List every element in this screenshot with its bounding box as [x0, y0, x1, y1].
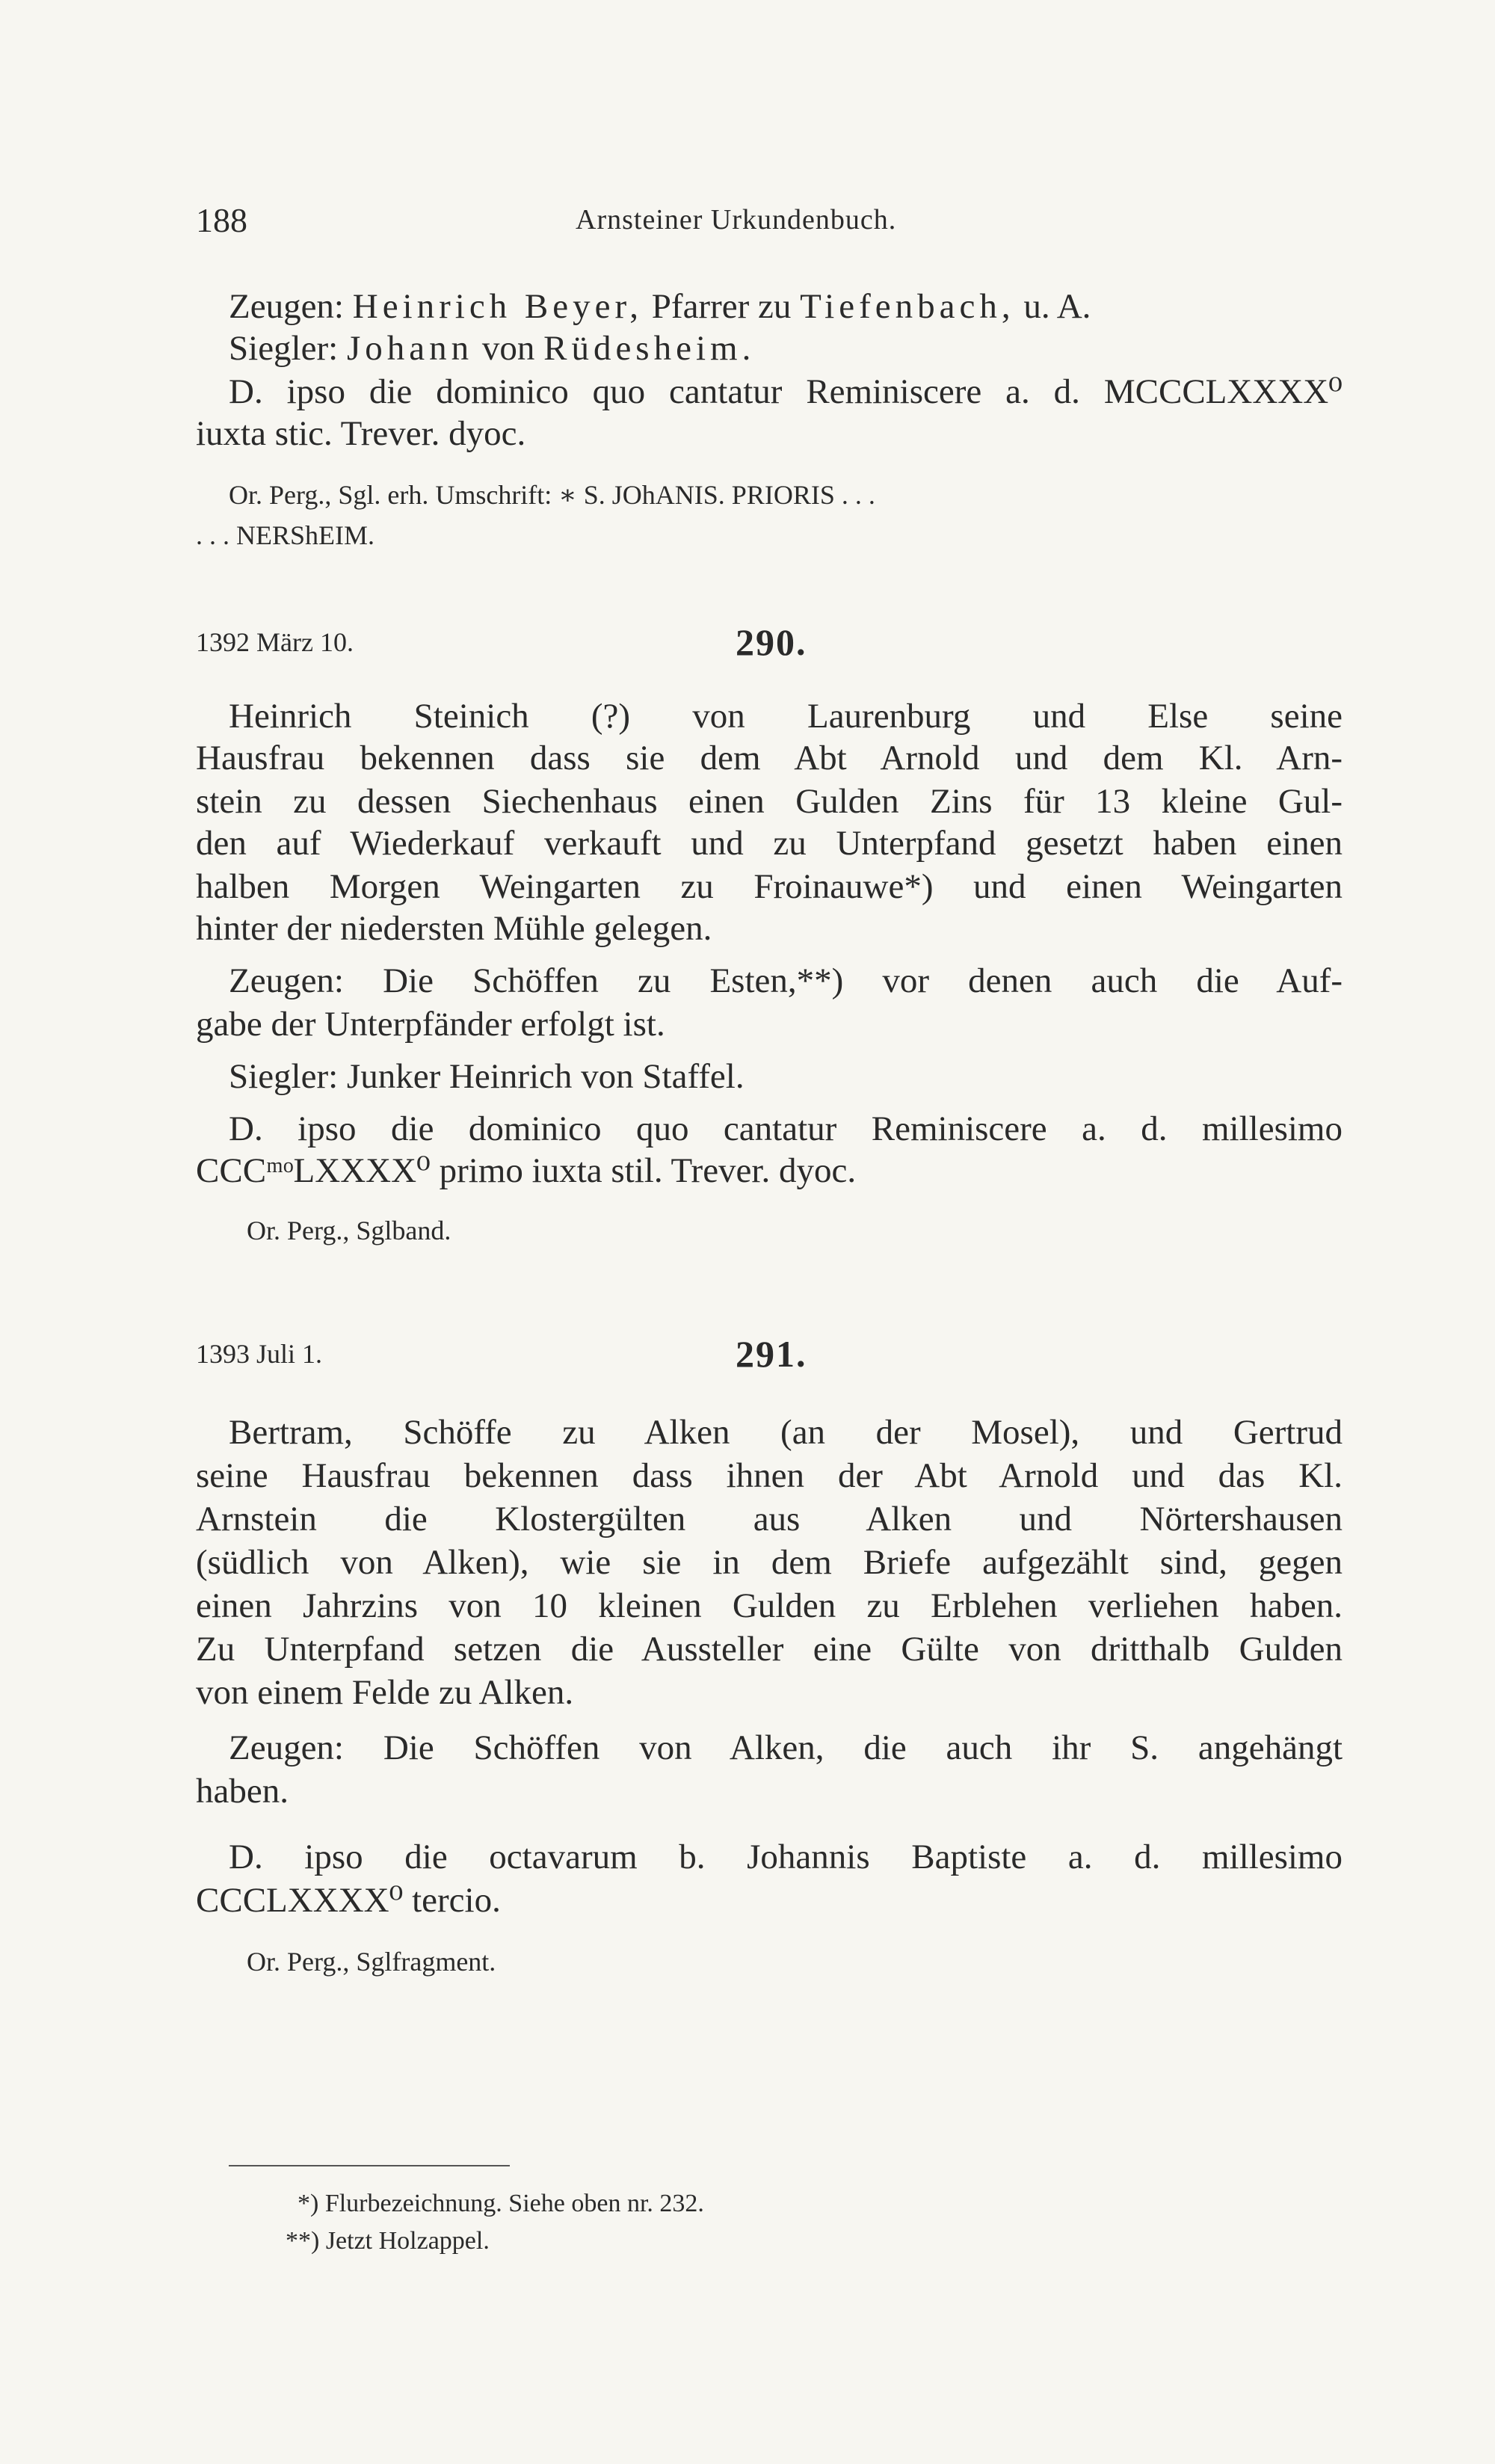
- archive-note: . . . NERShEIM.: [196, 520, 375, 550]
- dating-line: D. ipso die dominico quo cantatur Reminiscere a. d. MCCCLXXXX⁰: [229, 372, 1343, 411]
- regest-line: Zu Unterpfand setzen die Aussteller eine Gülte von dritthalb Gulden: [196, 1630, 1343, 1669]
- dating-line: CCCᵐᵒLXXXX⁰ primo iuxta stil. Trever. dyoc.: [196, 1151, 857, 1190]
- witnesses-line: Zeugen: Heinrich Beyer, Pfarrer zu Tiefenbach, u. A.: [229, 287, 1091, 326]
- running-title: Arnsteiner Urkundenbuch.: [576, 204, 897, 235]
- regest-line: (südlich von Alken), wie sie in dem Briefe aufgezählt sind, gegen: [196, 1543, 1343, 1582]
- witnesses-line: gabe der Unterpfänder erfolgt ist.: [196, 1005, 665, 1044]
- page-number: 188: [196, 201, 247, 239]
- witnesses-line: Zeugen: Die Schöffen von Alken, die auch ihr S. angehängt: [229, 1728, 1343, 1767]
- archive-note: Or. Perg., Sgl. erh. Umschrift: ∗ S. JOhANIS. PRIORIS . . .: [229, 480, 875, 510]
- dating-line: D. ipso die octavarum b. Johannis Baptiste a. d. millesimo: [229, 1838, 1343, 1876]
- archive-note: Or. Perg., Sglband.: [247, 1216, 451, 1245]
- dating-line: CCCLXXXX⁰ tercio.: [196, 1881, 501, 1920]
- regest-line: Bertram, Schöffe zu Alken (an der Mosel), und Gertrud: [229, 1413, 1343, 1452]
- regest-line: einen Jahrzins von 10 kleinen Gulden zu Erblehen verliehen haben.: [196, 1586, 1343, 1625]
- entry-heading: [196, 620, 1347, 665]
- entry-heading: [196, 1332, 1347, 1377]
- witnesses-line: haben.: [196, 1772, 289, 1811]
- sealer-line: Siegler: Junker Heinrich von Staffel.: [229, 1057, 745, 1096]
- regest-line: stein zu dessen Siechenhaus einen Gulden Zins für 13 kleine Gul-: [196, 782, 1343, 821]
- entry-number: 291.: [736, 1333, 807, 1375]
- footnote: *) Flurbezeichnung. Siehe oben nr. 232.: [298, 2190, 704, 2217]
- footnote: **) Jetzt Holzappel.: [286, 2227, 490, 2255]
- archive-note: Or. Perg., Sglfragment.: [247, 1947, 496, 1977]
- page-header: [196, 200, 1347, 245]
- witnesses-line: Zeugen: Die Schöffen zu Esten,**) vor denen auch die Auf-: [229, 961, 1343, 1000]
- regest-line: halben Morgen Weingarten zu Froinauwe*) und einen Weingarten: [196, 867, 1343, 906]
- entry-date: 1393 Juli 1.: [196, 1339, 323, 1369]
- regest-line: Hausfrau bekennen dass sie dem Abt Arnold und dem Kl. Arn-: [196, 739, 1343, 777]
- entry-date: 1392 März 10.: [196, 627, 354, 657]
- sealer-line: Siegler: Johann von Rüdesheim.: [229, 329, 756, 368]
- entry-number: 290.: [736, 621, 807, 663]
- regest-line: seine Hausfrau bekennen dass ihnen der Abt Arnold und das Kl.: [196, 1456, 1343, 1495]
- regest-line: den auf Wiederkauf verkauft und zu Unterpfand gesetzt haben einen: [196, 824, 1343, 863]
- dating-line: D. ipso die dominico quo cantatur Reminiscere a. d. millesimo: [229, 1109, 1343, 1148]
- footnote-rule: [229, 2165, 510, 2166]
- regest-line: von einem Felde zu Alken.: [196, 1673, 574, 1712]
- dating-line: iuxta stic. Trever. dyoc.: [196, 414, 526, 453]
- regest-line: Heinrich Steinich (?) von Laurenburg und Else seine: [229, 697, 1343, 736]
- regest-line: hinter der niedersten Mühle gelegen.: [196, 909, 712, 948]
- regest-line: Arnstein die Klostergülten aus Alken und Nörtershausen: [196, 1500, 1343, 1539]
